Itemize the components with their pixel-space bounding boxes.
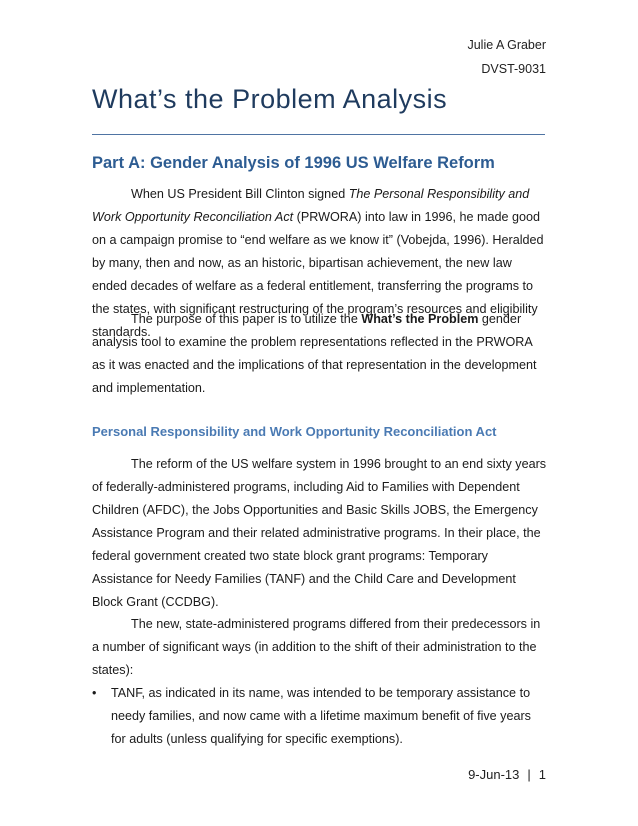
header-author: Julie A Graber	[467, 38, 546, 52]
footer-separator: |	[527, 767, 531, 782]
title-divider	[92, 134, 545, 135]
paragraph-purpose-text-2: gender analysis tool to examine the problem representations reflected in the PRWORA as it was enacted and the implications of that representation in the development and implementation.	[92, 312, 537, 395]
bullet-text: TANF, as indicated in its name, was intended to be temporary assistance to needy families, and now came with a lifetime maximum benefit of five years for adults (unless qualifying for specific exemptions).	[111, 686, 531, 746]
bullet-list-item	[92, 682, 547, 751]
paragraph-purpose	[92, 308, 547, 400]
footer-date: 9-Jun-13	[468, 767, 520, 782]
paragraph-intro-text-1: When US President Bill Clinton signed	[131, 187, 349, 201]
paragraph-purpose-text-1: The purpose of this paper is to utilize the	[131, 312, 362, 326]
page-number: 1	[538, 767, 546, 782]
paragraph-intro-text-2: (PRWORA) into law in 1996, he made good on a campaign promise to “end welfare as we know it” (Vobejda, 1996). Heralded by many, then and now, as an historic, bipartisan achievement, the new law ended decades of welfare as a federal entitlement, transferring the programs to the states, with significant restructuring of the program’s resources and eligibility standards.	[92, 210, 544, 339]
part-heading: Part A: Gender Analysis of 1996 US Welfare Reform	[92, 154, 495, 172]
section-heading: Personal Responsibility and Work Opportunity Reconciliation Act	[92, 424, 497, 439]
header-course: DVST-9031	[481, 62, 546, 76]
paragraph-reform: The reform of the US welfare system in 1996 brought to an end sixty years of federally-administered programs, including Aid to Families with Dependent Children (AFDC), the Jobs Opportunities and Basic Skills JOBS, the Emergency Assistance Program and their related administrative programs. In their place, the federal government created two state block grant programs: Temporary Assistance for Needy Families (TANF) and the Child Care and Development Block Grant (CCDBG).	[92, 457, 547, 609]
paragraph-differences: The new, state-administered programs differed from their predecessors in a number of significant ways (in addition to the shift of their administration to the states):	[92, 617, 541, 677]
document-title: What’s the Problem Analysis	[92, 84, 448, 114]
act-title-italic: The Personal Responsibility and Work Opportunity Reconciliation Act	[92, 187, 530, 224]
page-footer	[468, 767, 546, 782]
bullet-icon: •	[92, 686, 97, 700]
tool-name-bold: What’s the Problem	[361, 312, 479, 326]
